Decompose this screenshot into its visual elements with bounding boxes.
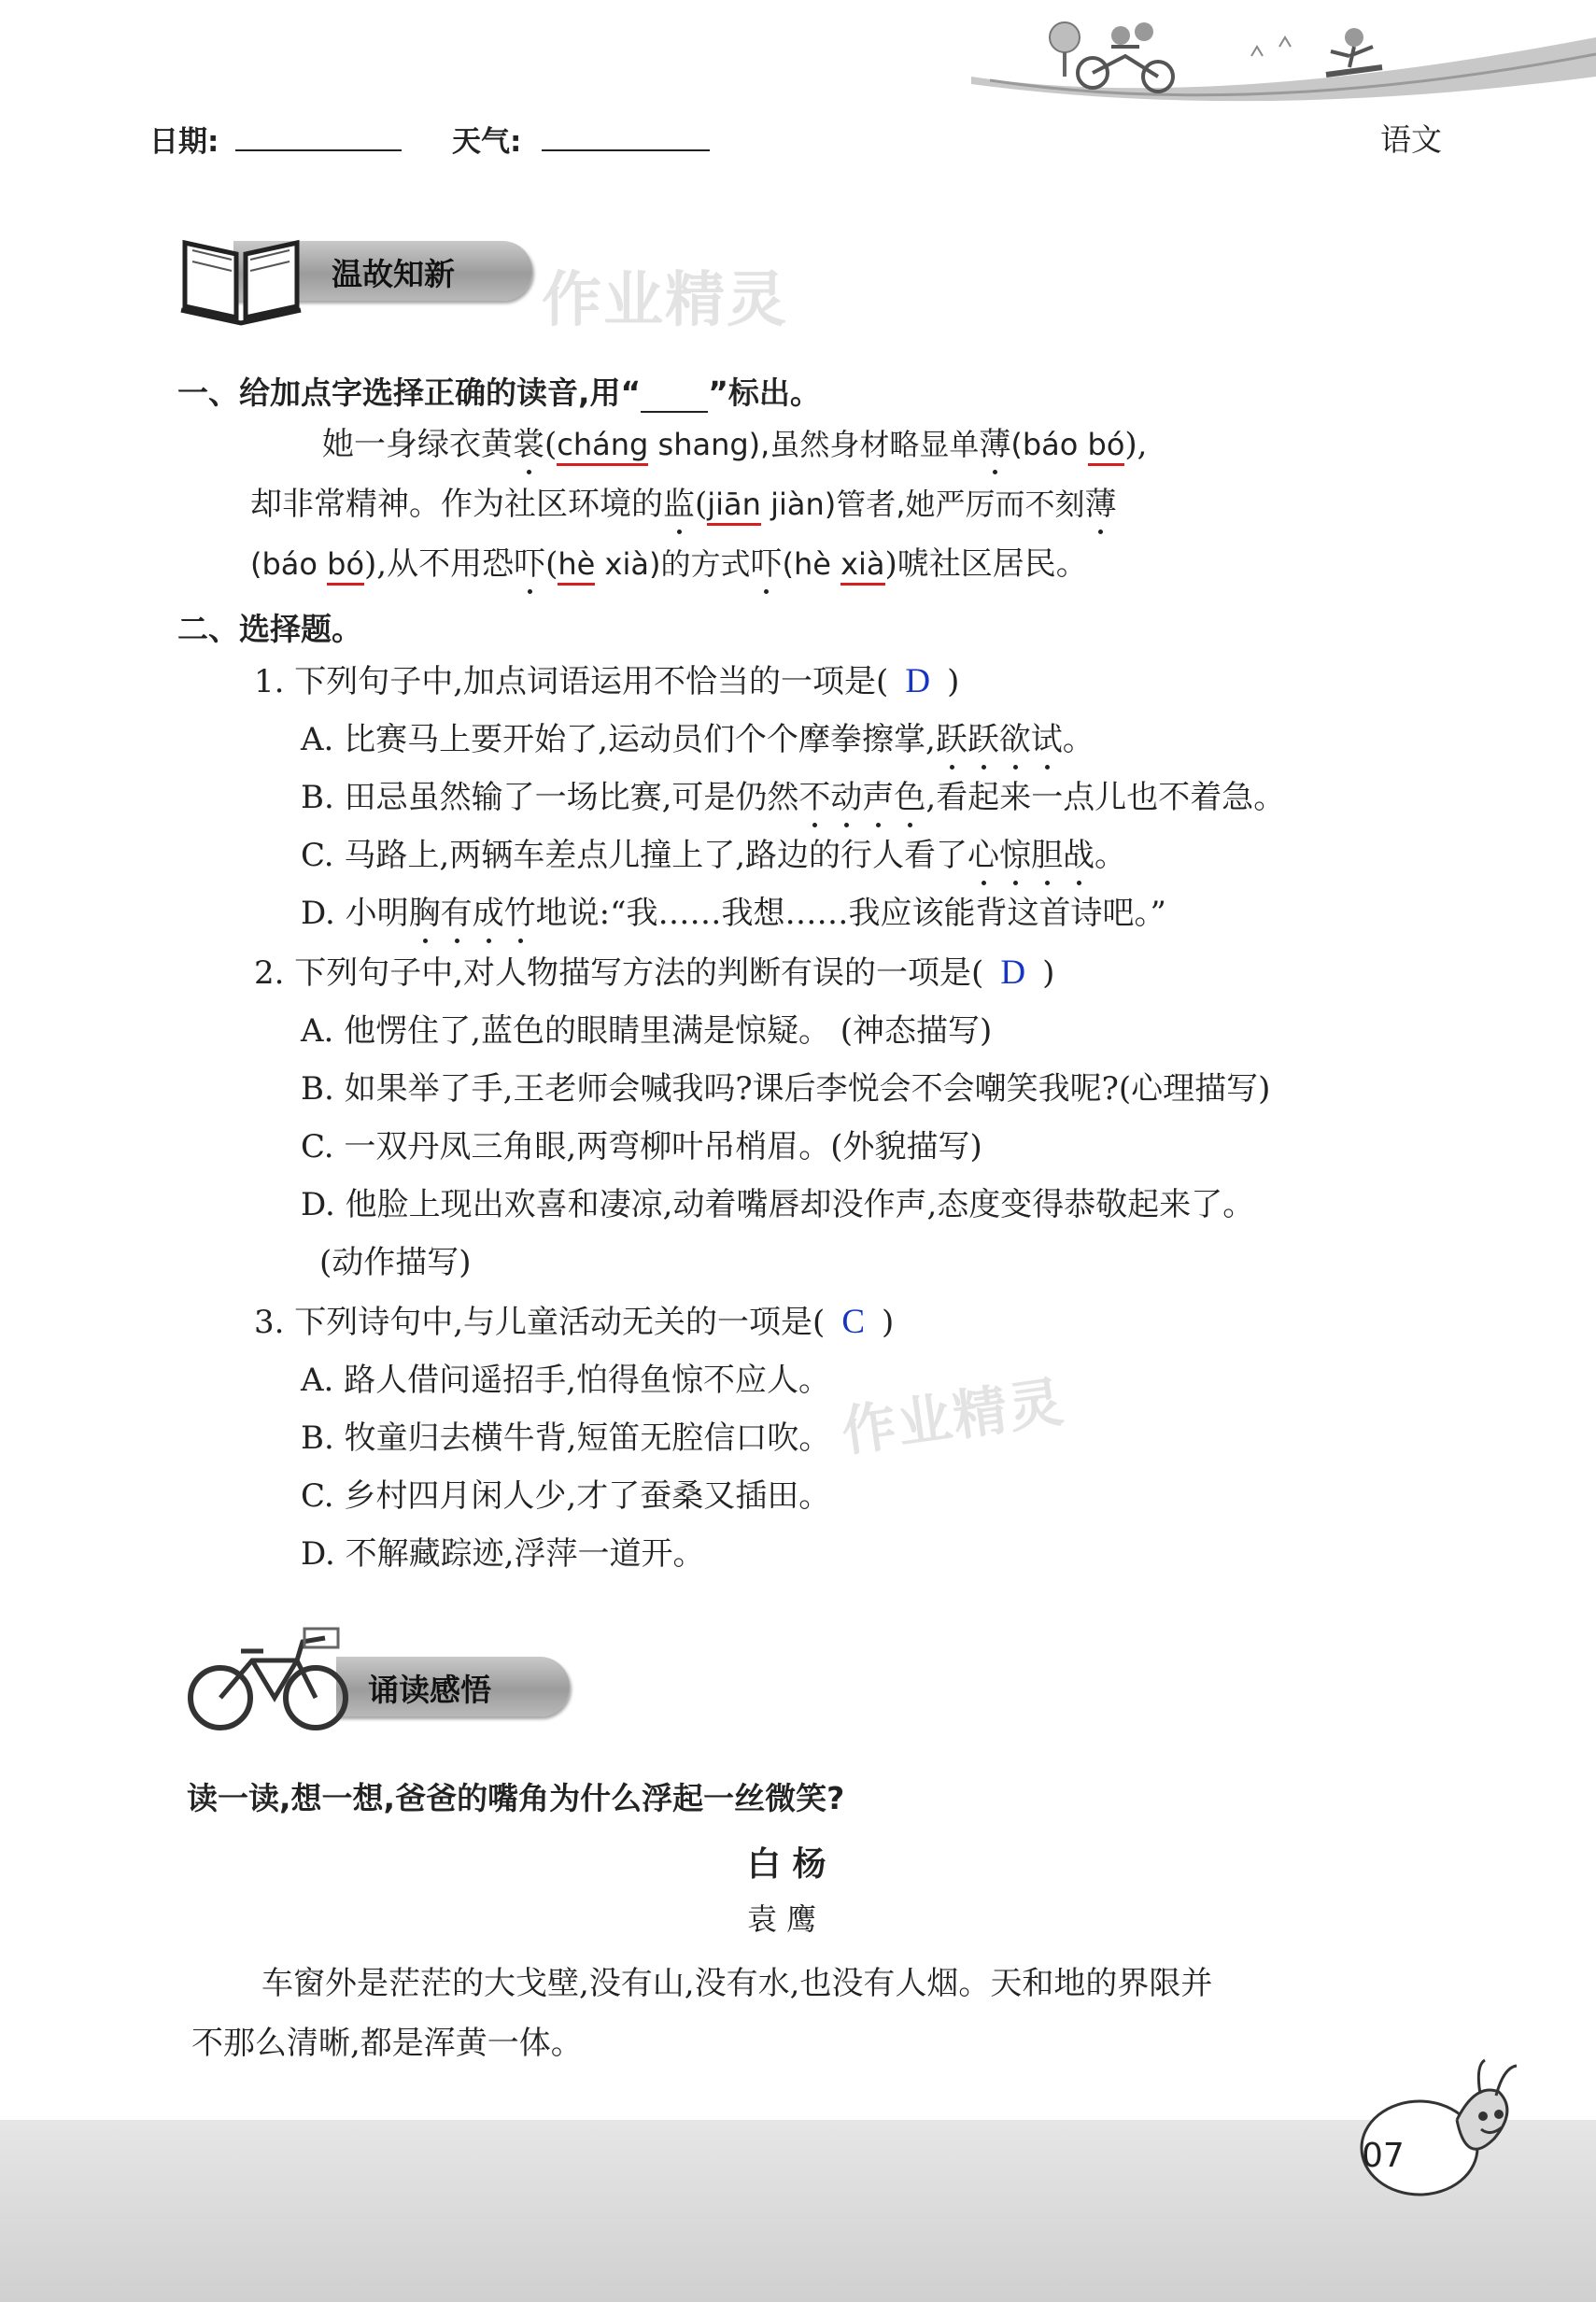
- emphasis-char: 不: [798, 779, 831, 816]
- emphasis-char: 试: [1030, 721, 1063, 758]
- q1-heading-blank: [641, 383, 708, 413]
- emphasis-char: 成: [472, 895, 504, 932]
- emphasis-char: 动: [830, 779, 863, 816]
- reading-paragraph-line-1: 车窗外是茫茫的大戈壁,没有山,没有水,也没有人烟。天和地的界限并: [261, 1965, 1213, 2002]
- q2-item-1-option-c: C. 马路上,两辆车差点儿撞上了,路边的行人看了心惊胆战。: [301, 837, 1127, 874]
- emphasis-char: 胸: [408, 895, 441, 932]
- snail-icon: [1326, 2055, 1532, 2204]
- q2-item-2-option-d-note: (动作描写): [319, 1244, 472, 1281]
- emphasis-char: 跃: [935, 721, 967, 758]
- header-illustration: [971, 19, 1596, 121]
- q1-answer-bo-1[interactable]: bó: [1088, 426, 1125, 466]
- dotted-word: [967, 837, 1095, 874]
- q2-item-3-option-a: A. 路人借问遥招手,怕得鱼惊不应人。: [301, 1362, 830, 1399]
- q2-item-3-option-d: D. 不解藏踪迹,浮萍一道开。: [301, 1535, 705, 1573]
- q2-item-2-option-d: D. 他脸上现出欢喜和凄凉,动着嘴唇却没作声,态度变得恭敬起来了。: [301, 1186, 1255, 1223]
- q2-item-3-option-c: C. 乡村四月闲人少,才了蚕桑又插田。: [301, 1477, 831, 1515]
- page-number: 07: [1362, 2137, 1405, 2175]
- reading-prompt: 读一读,想一想,爸爸的嘴角为什么浮起一丝微笑?: [187, 1780, 845, 1816]
- watermark: 作业精灵: [542, 266, 788, 335]
- q2-item-2-stem: 2. 下列句子中,对人物描写方法的判断有误的一项是( D ): [254, 953, 1055, 992]
- q1-heading: 一、给加点字选择正确的读音,用“ ”标出。: [177, 374, 821, 411]
- emphasis-char: 竹: [503, 895, 536, 932]
- reading-title: 白 杨: [747, 1844, 826, 1884]
- q2-item-3-answer[interactable]: C: [841, 1303, 866, 1341]
- weather-field[interactable]: [542, 112, 710, 151]
- emphasis-char: 有: [440, 895, 473, 932]
- q2-item-1-answer[interactable]: D: [905, 662, 931, 700]
- section-title-reading: 诵读感悟: [368, 1672, 491, 1708]
- q2-item-1-option-d: D. 小明胸有成竹地说:“我……我想……我应该能背这首诗吧。”: [301, 895, 1166, 932]
- emphasis-char: 胆: [1031, 837, 1064, 874]
- emphasis-char: 心: [967, 837, 1000, 874]
- q1-answer-bo-2[interactable]: bó: [327, 545, 364, 586]
- emphasis-char: 惊: [999, 837, 1032, 874]
- q1-line-3: (báo bó),从不用恐吓(hè xià)的方式吓(hè xià)唬社区居民。: [250, 545, 1088, 586]
- q1-answer-he[interactable]: hè: [558, 545, 595, 586]
- q1-line-2: 却非常精神。作为社区环境的监(jiān jiàn)管者,她严厉而不刻薄: [250, 486, 1116, 526]
- section-title-review: 温故知新: [332, 256, 455, 292]
- q2-item-1-option-a: A. 比赛马上要开始了,运动员们个个摩拳擦掌,跃跃欲试。: [301, 721, 1095, 758]
- q2-item-1-option-b: B. 田忌虽然输了一场比赛,可是仍然不动声色,看起来一点儿也不着急。: [301, 779, 1286, 816]
- emphasis-char: 色: [894, 779, 926, 816]
- q2-item-3-option-b: B. 牧童归去横牛背,短笛无腔信口吹。: [301, 1419, 831, 1457]
- weather-label: 天气:: [452, 125, 522, 159]
- emphasis-char: 跃: [967, 721, 999, 758]
- dotted-word: [409, 895, 536, 932]
- q2-item-2-option-a: A. 他愣住了,蓝色的眼睛里满是惊疑。 (神态描写): [301, 1012, 993, 1050]
- q2-heading: 二、选择题。: [177, 611, 362, 647]
- emphasis-char: 声: [862, 779, 895, 816]
- q1-answer-jian[interactable]: jiān: [707, 486, 761, 526]
- q2-item-3-stem: 3. 下列诗句中,与儿童活动无关的一项是( C ): [254, 1303, 895, 1341]
- q2-item-2-option-c: C. 一双丹凤三角眼,两弯柳叶吊梢眉。(外貌描写): [301, 1128, 982, 1165]
- q2-item-1-stem: 1. 下列句子中,加点词语运用不恰当的一项是( D ): [254, 662, 960, 700]
- reading-author: 袁 鹰: [747, 1901, 817, 1937]
- dotted-word: [798, 779, 925, 816]
- bicycle-icon: [185, 1625, 353, 1737]
- q1-answer-xia[interactable]: xià: [840, 545, 884, 586]
- date-label: 日期:: [149, 125, 219, 159]
- reading-paragraph-line-2: 不那么清晰,都是浑黄一体。: [191, 2025, 583, 2062]
- emphasis-char: 战: [1063, 837, 1095, 874]
- q2-item-2-answer[interactable]: D: [1000, 953, 1026, 992]
- date-field[interactable]: [235, 112, 402, 151]
- q1-answer-chang[interactable]: cháng: [557, 426, 648, 466]
- watermark: 作业精灵: [838, 1369, 1069, 1464]
- subject-label: 语文: [1380, 121, 1442, 158]
- q2-item-2-option-b: B. 如果举了手,王老师会喊我吗?课后李悦会不会嘲笑我呢?(心理描写): [301, 1070, 1271, 1108]
- emphasis-char: 欲: [998, 721, 1031, 758]
- dotted-word: [936, 721, 1063, 758]
- q1-line-1: 她一身绿衣黄裳(cháng shang),虽然身材略显单薄(báo bó),: [322, 426, 1147, 466]
- open-book-icon: [176, 224, 306, 327]
